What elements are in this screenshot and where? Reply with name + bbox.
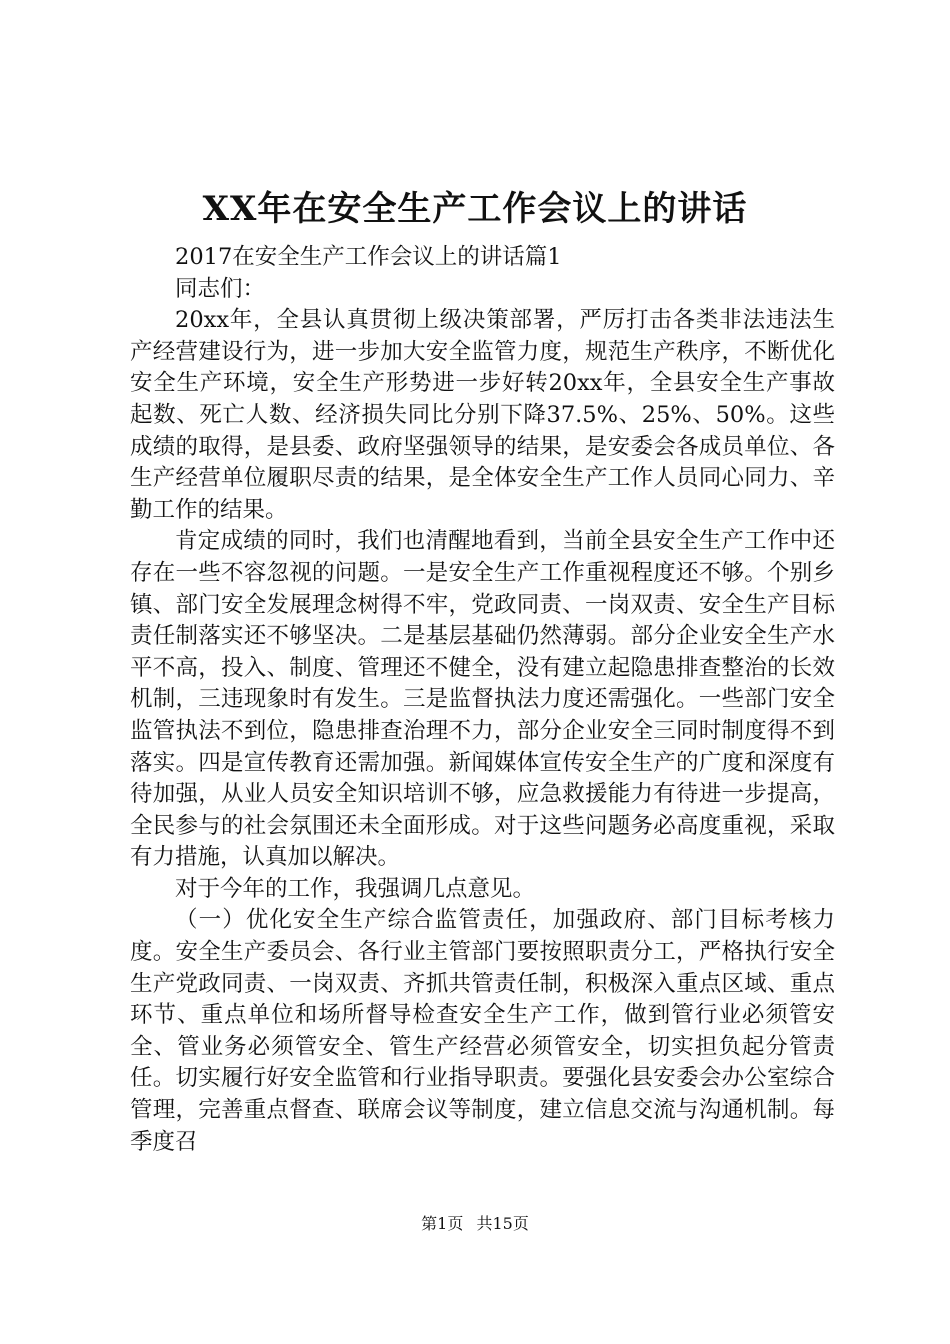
paragraph-opinions-intro: 对于今年的工作，我强调几点意见。	[175, 875, 536, 902]
page-total: 共15页	[476, 1214, 529, 1233]
page-number: 第1页	[421, 1214, 464, 1233]
document-body	[130, 242, 835, 1158]
paragraph-problems: 肯定成绩的同时，我们也清醒地看到，当前全县安全生产工作中还存在一些不容忽视的问题。一是安全生产工作重视程度还不够。个别乡镇、部门安全发展理念树得不牢，党政同责、一岗双责、安全生产目标责任制落实还不够坚决。二是基层基础仍然薄弱。部分企业安全生产水平不高，投入、制度、管理还不健全，没有建立起隐患排查整治的长效机制，三违现象时有发生。三是监督执法力度还需强化。一些部门安全监管执法不到位，隐患排查治理不力，部分企业安全三同时制度得不到落实。四是宣传教育还需加强。新闻媒体宣传安全生产的广度和深度有待加强，从业人员安全知识培训不够，应急救援能力有待进一步提高，全民参与的社会氛围还未全面形成。对于这些问题务必高度重视，采取有力措施，认真加以解决。	[130, 528, 835, 871]
paragraph-item-1: （一）优化安全生产综合监管责任，加强政府、部门目标考核力度。安全生产委员会、各行业主管部门要按照职责分工，严格执行安全生产党政同责、一岗双责、齐抓共管责任制，积极深入重点区域、重点环节、重点单位和场所督导检查安全生产工作，做到管行业必须管安全、管业务必须管安全、管生产经营必须管安全，切实担负起分管责任。切实履行好安全监管和行业指导职责。要强化县安委会办公室综合管理，完善重点督查、联席会议等制度，建立信息交流与沟通机制。每季度召	[130, 907, 835, 1155]
paragraph-achievements: 20xx年，全县认真贯彻上级决策部署，严厉打击各类非法违法生产经营建设行为，进一步加大安全监管力度，规范生产秩序，不断优化安全生产环境，安全生产形势进一步好转20xx年，全县安全生产事故起数、死亡人数、经济损失同比分别下降37.5%、25%、50%。这些成绩的取得，是县委、政府坚强领导的结果，是安委会各成员单位、各生产经营单位履职尽责的结果，是全体安全生产工作人员同心同力、辛勤工作的结果。	[130, 307, 835, 523]
page-footer	[0, 1212, 950, 1236]
paragraph-subtitle: 2017在安全生产工作会议上的讲话篇1	[175, 244, 562, 270]
paragraph-salutation: 同志们：	[175, 275, 266, 302]
document-title: XX年在安全生产工作会议上的讲话	[202, 189, 748, 229]
